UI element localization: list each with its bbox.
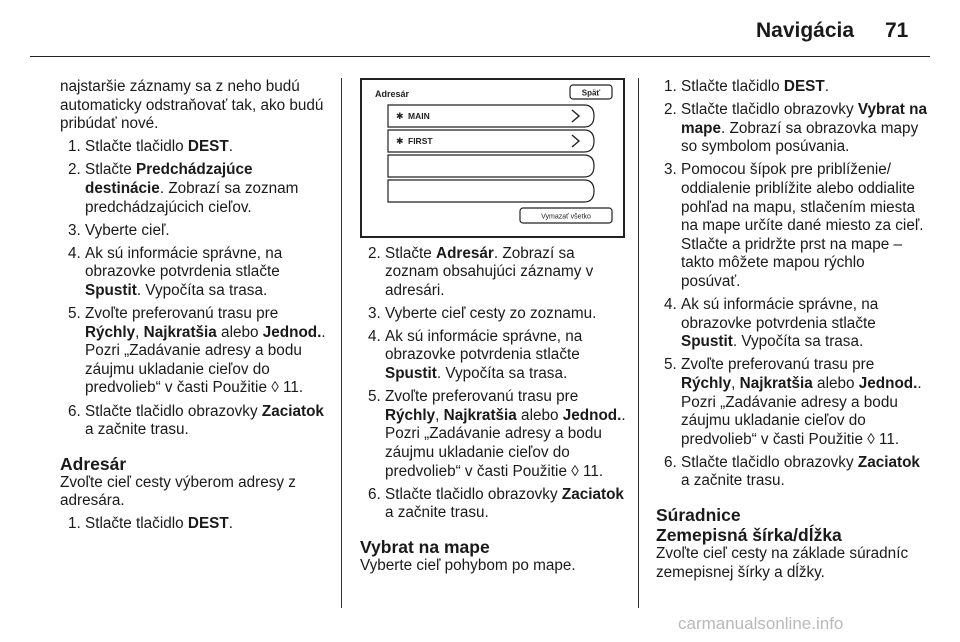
- empty-entry-slot: [388, 155, 594, 177]
- step-text: . Vypočíta sa trasa.: [136, 281, 268, 299]
- back-button-label: Späť: [581, 88, 601, 98]
- step-text: alebo: [216, 323, 263, 341]
- page-number: 71: [885, 19, 909, 42]
- step-text: Vyberte cieľ cesty zo zoznamu.: [385, 304, 597, 322]
- step-text: .: [824, 78, 829, 95]
- section-heading: Súradnice: [656, 504, 741, 525]
- column-divider-2: [638, 78, 639, 608]
- step-number: 6.: [664, 453, 677, 471]
- step-text: Stlačte tlačidlo: [85, 138, 188, 156]
- column-3: [656, 78, 928, 582]
- step-keyword: Spustit: [681, 333, 733, 351]
- step-number: 6.: [368, 485, 381, 503]
- step-text: a začnite trasu.: [681, 472, 785, 490]
- step-text: Zvoľte preferovanú trasu pre: [85, 305, 279, 323]
- step-item: [656, 356, 928, 449]
- step-text: .: [228, 138, 233, 156]
- entry-label: FIRST: [408, 136, 433, 146]
- step-text: . Vypočíta sa trasa.: [436, 365, 568, 383]
- step-number: 3.: [368, 304, 381, 322]
- section-paragraph: Zvoľte cieľ cesty na základe súradníc zemepisnej šírky a dĺžky.: [656, 544, 909, 581]
- step-text: a začnite trasu.: [85, 421, 189, 439]
- step-keyword: Rýchly: [385, 406, 436, 424]
- step-text: Stlačte tlačidlo: [85, 515, 188, 533]
- step-text: . Zobrazí sa zoznam predchádzajúcich cieľov.: [85, 179, 299, 216]
- step-number: 1.: [664, 78, 677, 95]
- step-text: ,: [435, 406, 444, 424]
- step-text: alebo: [516, 406, 563, 424]
- step-item: [60, 515, 332, 534]
- star-icon: ✱: [396, 111, 404, 121]
- step-text: . Zobrazí sa obrazovka mapy so symbolom posúvania.: [681, 119, 919, 156]
- step-keyword: Najkratšia: [143, 323, 217, 341]
- section-paragraph: Zvoľte cieľ cesty výberom adresy z adresára.: [60, 473, 296, 510]
- step-keyword: DEST: [187, 138, 229, 156]
- star-icon: ✱: [396, 136, 404, 146]
- step-item: [656, 101, 928, 157]
- step-text: Stlačte tlačidlo obrazovky: [85, 402, 262, 420]
- section-heading: Adresár: [60, 453, 127, 474]
- back-button[interactable]: [570, 85, 612, 99]
- step-text: Stlačte tlačidlo obrazovky: [681, 453, 858, 471]
- step-item: [360, 245, 632, 301]
- step-text: Vyberte cieľ.: [85, 221, 170, 239]
- step-text: Pomocou šípok pre priblíženie/ oddialenie priblížite alebo oddialite pohľad na mapu, stlačením miesta na mape určíte dané miesto za cieľ. Stlačte a pridržte prst na mape – takto môžete mapou rýchlo posúvať.: [681, 161, 924, 290]
- step-keyword: Jednod.: [858, 374, 918, 392]
- step-keyword: DEST: [783, 78, 825, 95]
- section-paragraph: Vyberte cieľ pohybom po mape.: [360, 556, 576, 574]
- step-item: [360, 486, 632, 523]
- step-text: Ak sú informácie správne, na obrazovke potvrdenia stlačte: [681, 296, 879, 332]
- step-text: .: [228, 515, 233, 533]
- subsection-heading: Zemepisná šírka/dĺžka: [656, 524, 842, 545]
- step-keyword: Jednod.: [562, 406, 622, 424]
- step-text: Stlačte tlačidlo obrazovky: [681, 101, 858, 119]
- step-keyword: Predchádzajúce destinácie: [85, 161, 253, 197]
- step-number: 2.: [368, 244, 381, 262]
- page-title: Navigácia: [756, 19, 855, 42]
- step-text: alebo: [812, 374, 859, 392]
- step-item: [656, 78, 928, 97]
- section-heading: Vybrat na mape: [360, 536, 490, 557]
- step-keyword: Najkratšia: [739, 374, 813, 392]
- address-entry-first[interactable]: [388, 130, 594, 152]
- step-text: . Zobrazí sa zoznam obsahujúci záznamy v adresári.: [385, 244, 594, 299]
- step-text: Stlačte: [385, 244, 437, 262]
- step-keyword: Zaciatok: [857, 453, 920, 471]
- step-keyword: Rýchly: [681, 374, 732, 392]
- step-number: 4.: [368, 327, 381, 345]
- step-text: . Pozri „Zadávanie adresy a bodu záujmu ukladanie cieľov do predvolieb“ v časti Použitie ◊ 11.: [85, 323, 326, 397]
- step-item: [656, 454, 928, 491]
- page-header: [0, 0, 960, 56]
- step-text: a začnite trasu.: [385, 504, 489, 522]
- step-keyword: Zaciatok: [261, 402, 324, 420]
- step-item: [360, 328, 632, 384]
- step-item: [656, 161, 928, 291]
- step-keyword: Jednod.: [262, 323, 322, 341]
- step-number: 2.: [664, 101, 677, 119]
- step-text: Stlačte: [85, 161, 137, 179]
- step-number: 3.: [664, 161, 677, 179]
- step-keyword: Vybrat na mape: [681, 101, 928, 137]
- delete-all-label: Vymazať všetko: [541, 213, 591, 221]
- column-divider-1: [341, 78, 342, 608]
- step-number: 5.: [68, 305, 81, 323]
- step-item: [60, 245, 332, 301]
- step-text: Stlačte tlačidlo: [681, 78, 784, 95]
- step-text: Ak sú informácie správne, na obrazovke potvrdenia stlačte: [385, 327, 583, 364]
- address-book-screen-figure: [360, 78, 625, 238]
- step-keyword: DEST: [187, 515, 229, 533]
- step-text: Zvoľte preferovanú trasu pre: [385, 388, 579, 406]
- column-1: [60, 78, 332, 534]
- step-number: 5.: [368, 388, 381, 406]
- step-number: 6.: [68, 402, 81, 420]
- step-item: [360, 388, 632, 481]
- step-text: . Pozri „Zadávanie adresy a bodu záujmu ukladanie cieľov do predvolieb“ v časti Použitie ◊ 11.: [681, 374, 922, 448]
- step-text: . Pozri „Zadávanie adresy a bodu záujmu ukladanie cieľov do predvolieb“ v časti Použitie ◊ 11.: [385, 406, 626, 480]
- step-item: [60, 161, 332, 217]
- header-rule: [30, 56, 930, 57]
- step-text: ,: [135, 323, 144, 341]
- step-keyword: Adresár: [436, 244, 494, 262]
- step-number: 1.: [68, 515, 81, 533]
- step-number: 2.: [68, 161, 81, 179]
- step-keyword: Zaciatok: [561, 485, 624, 503]
- step-item: [360, 305, 632, 324]
- step-number: 5.: [664, 356, 677, 374]
- step-keyword: Spustit: [385, 365, 437, 383]
- address-entry-main[interactable]: [388, 105, 594, 127]
- step-number: 3.: [68, 221, 81, 239]
- screen-title: Adresár: [375, 89, 410, 99]
- step-keyword: Najkratšia: [443, 406, 517, 424]
- step-text: Zvoľte preferovanú trasu pre: [681, 356, 875, 374]
- step-text: Stlačte tlačidlo obrazovky: [385, 485, 562, 503]
- step-item: [60, 305, 332, 398]
- step-text: ,: [731, 374, 740, 392]
- step-item: [60, 138, 332, 157]
- column-2: [360, 240, 632, 575]
- step-item: [60, 222, 332, 241]
- step-item: [60, 403, 332, 440]
- intro-paragraph: najstaršie záznamy sa z neho budú automaticky odstraňovať tak, ako budú pribúdať nové.: [60, 78, 324, 133]
- step-keyword: Rýchly: [85, 323, 136, 341]
- step-number: 4.: [664, 296, 677, 314]
- step-item: [656, 296, 928, 352]
- watermark: carmanualsonline.info: [678, 614, 844, 633]
- step-number: 4.: [68, 244, 81, 262]
- delete-all-button[interactable]: [520, 208, 612, 223]
- empty-entry-slot: [388, 180, 594, 202]
- step-keyword: Spustit: [85, 281, 137, 299]
- entry-label: MAIN: [408, 111, 430, 121]
- step-number: 1.: [68, 138, 81, 156]
- step-text: . Vypočíta sa trasa.: [732, 333, 864, 351]
- step-text: Ak sú informácie správne, na obrazovke potvrdenia stlačte: [85, 244, 283, 281]
